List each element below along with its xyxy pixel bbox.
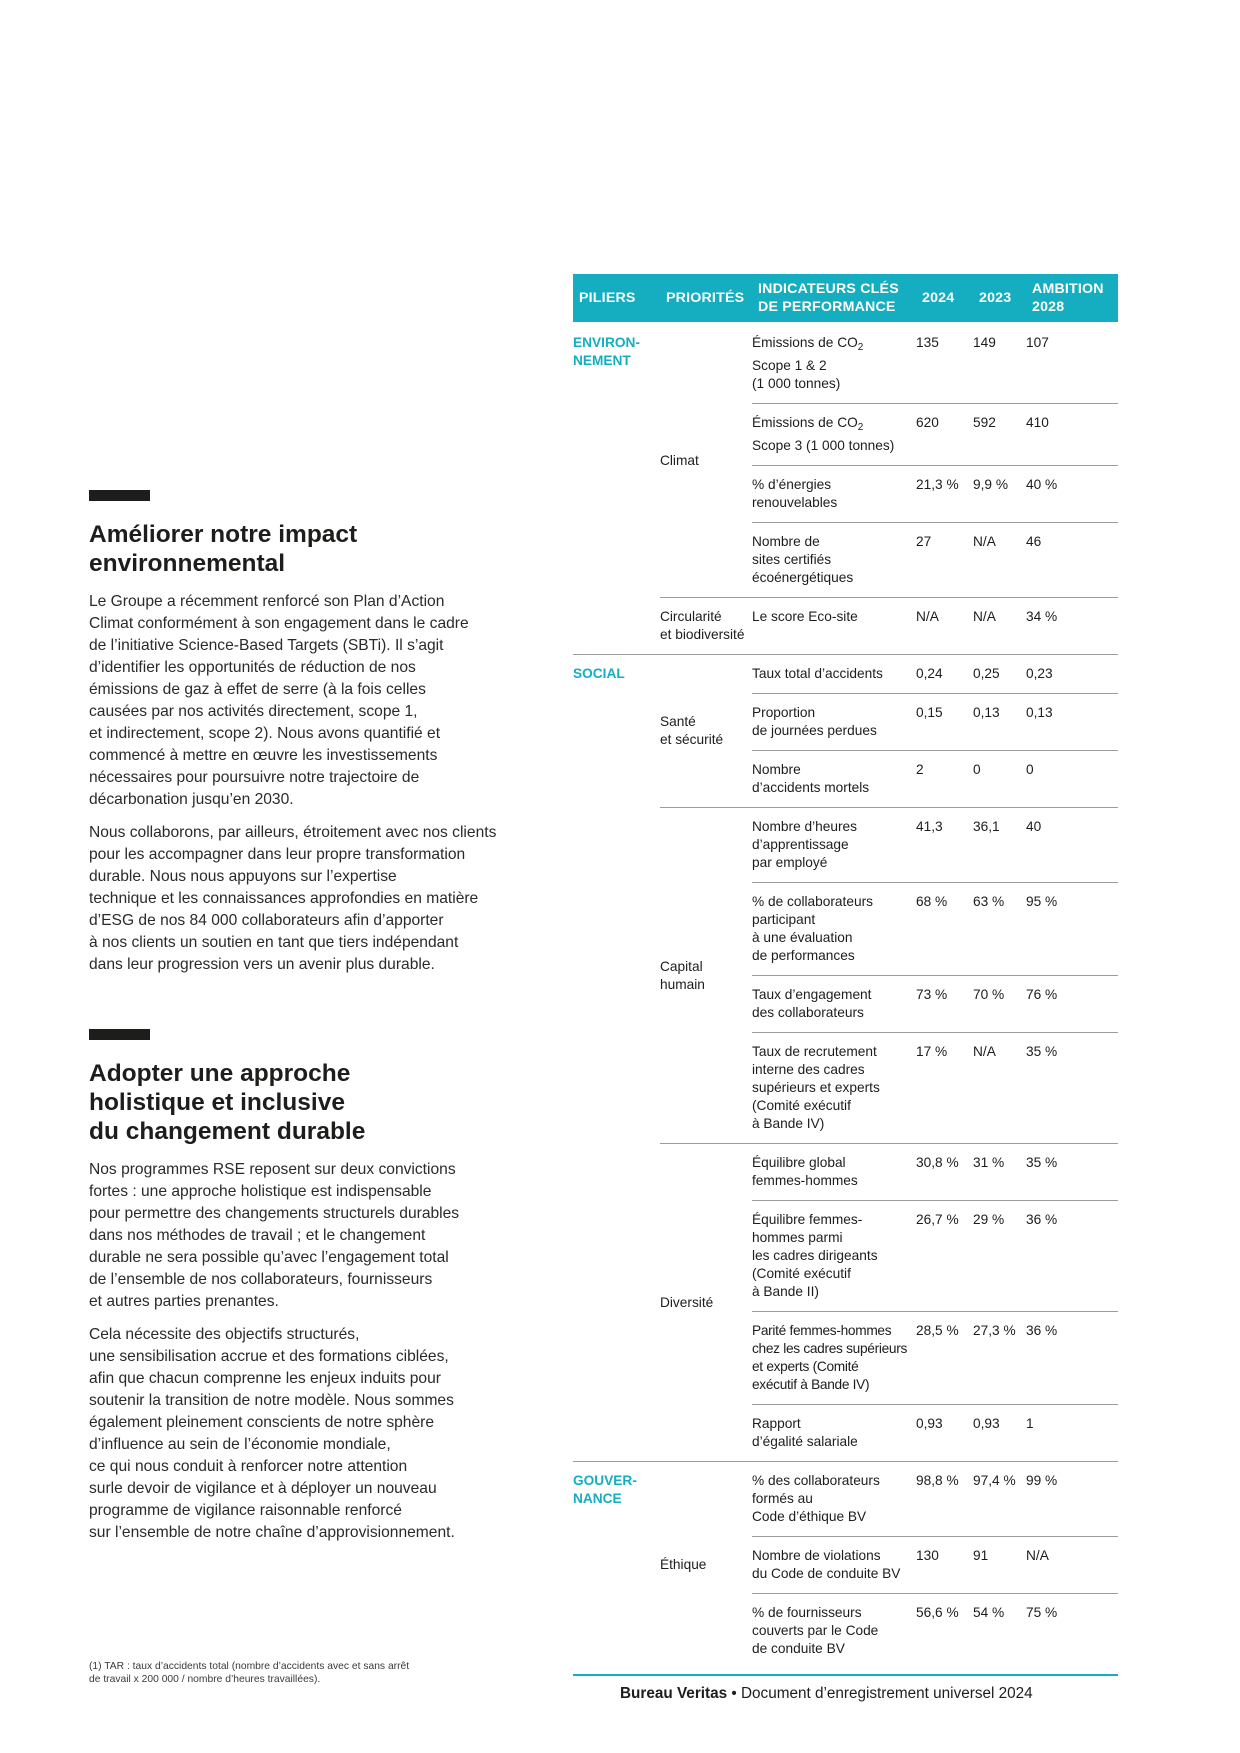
footnote: (1) TAR : taux d’accidents total (nombre d’accidents avec et sans arrêt de travail x 200 000 / nombre d’heures travaillées). xyxy=(89,1661,410,1685)
indicator-subscript: 2 xyxy=(857,422,864,433)
priority-climat: Climat xyxy=(660,452,699,468)
value-2024: 27 xyxy=(916,523,973,598)
table-end-rule xyxy=(573,1674,1118,1676)
value-2023: 63 % xyxy=(973,883,1026,976)
indicator-text: Scope 3 (1 000 tonnes) xyxy=(752,438,895,453)
header-piliers: PILIERS xyxy=(573,274,660,322)
indicator: Parité femmes-hommes chez les cadres supérieurs et experts (Comité exécutif à Bande IV) xyxy=(752,1312,916,1405)
value-2024: 30,8 % xyxy=(916,1144,973,1201)
indicator-text: Émissions de CO xyxy=(752,335,858,350)
value-2023: 97,4 % xyxy=(973,1462,1026,1537)
value-ambition: 75 % xyxy=(1026,1594,1118,1669)
indicator: Nombre d’accidents mortels xyxy=(752,751,916,808)
indicator: Taux d’engagement des collaborateurs xyxy=(752,976,916,1033)
section-paragraph: Le Groupe a récemment renforcé son Plan d’Action Climat conformément à son engagement dans le cadre de l’initiative Science-Based Targets (SBTi). Il s’agit d’identifier les opportunités de réduction de nos émissions de gaz à effet de serre (à la fois celles causées par nos activités directement, scope 1, et indirectement, scope 2). Nous avons quantifié et commencé à mettre en œuvre les investissements nécessaires pour poursuivre notre trajectoire de décarbonation jusqu’en 2030. xyxy=(89,593,469,808)
indicator: % des collaborateurs formés au Code d’éthique BV xyxy=(752,1462,916,1537)
value-2023: 0,13 xyxy=(973,694,1026,751)
value-ambition: 46 xyxy=(1026,523,1118,598)
section-paragraph: Nos programmes RSE reposent sur deux convictions fortes : une approche holistique est indispensable pour permettre des changements structurels durables dans nos méthodes de travail ; et le changement durable ne sera possible qu’avec l’engagement total de l’ensemble de nos collaborateurs, fournisseurs et autres parties prenantes. xyxy=(89,1161,460,1310)
value-2024: N/A xyxy=(916,598,973,655)
value-2023: 592 xyxy=(973,404,1026,466)
section-paragraph: Nous collaborons, par ailleurs, étroitement avec nos clients pour les accompagner dans leur propre transformation durable. Nous nous appuyons sur l’expertise technique et les connaissances approfondies en matière d’ESG de nos 84 000 collaborateurs afin d’apporter à nos clients un soutien en tant que tiers indépendant dans leur progression vers un avenir plus durable. xyxy=(89,824,497,973)
priority-sante: Santé et sécurité xyxy=(660,655,752,808)
indicator: % de collaborateurs participant à une évaluation de performances xyxy=(752,883,916,976)
value-2023: 29 % xyxy=(973,1201,1026,1312)
indicator: Rapport d’égalité salariale xyxy=(752,1405,916,1462)
pillar-environnement: ENVIRON- NEMENT xyxy=(573,335,640,368)
value-2023: N/A xyxy=(973,598,1026,655)
value-2024: 28,5 % xyxy=(916,1312,973,1405)
kpi-table xyxy=(573,274,1118,1668)
section-marker-bar xyxy=(89,490,150,501)
indicator-subscript: 2 xyxy=(857,342,864,353)
value-2024: 620 xyxy=(916,404,973,466)
pillar-social: SOCIAL xyxy=(573,655,660,1462)
footer-separator: • xyxy=(727,1685,741,1702)
value-ambition: 76 % xyxy=(1026,976,1118,1033)
value-2023: 54 % xyxy=(973,1594,1026,1669)
section-holistic-approach xyxy=(89,1029,539,1555)
value-2023: 9,9 % xyxy=(973,466,1026,523)
value-ambition: 40 xyxy=(1026,808,1118,883)
value-ambition: 35 % xyxy=(1026,1144,1118,1201)
indicator: Nombre de sites certifiés écoénergétiques xyxy=(752,523,916,598)
value-ambition: 1 xyxy=(1026,1405,1118,1462)
footer-document-title: Document d’enregistrement universel 2024 xyxy=(741,1685,1033,1702)
value-2024: 41,3 xyxy=(916,808,973,883)
header-indicateurs: INDICATEURS CLÉS DE PERFORMANCE xyxy=(752,274,916,322)
value-ambition: 36 % xyxy=(1026,1201,1118,1312)
table-header-row xyxy=(573,274,1118,322)
indicator: Proportion de journées perdues xyxy=(752,694,916,751)
indicator: Taux de recrutement interne des cadres supérieurs et experts (Comité exécutif à Bande IV) xyxy=(752,1033,916,1144)
value-2024: 26,7 % xyxy=(916,1201,973,1312)
section-title: Améliorer notre impact environnemental xyxy=(89,521,358,577)
indicator-cell xyxy=(752,404,916,466)
table-row xyxy=(573,1462,1118,1537)
value-2024: 73 % xyxy=(916,976,973,1033)
value-2023: 0,25 xyxy=(973,655,1026,694)
indicator: Nombre de violations du Code de conduite BV xyxy=(752,1537,916,1594)
value-2024: 130 xyxy=(916,1537,973,1594)
value-2023: N/A xyxy=(973,1033,1026,1144)
indicator-text: Émissions de CO xyxy=(752,415,858,430)
value-ambition: 0 xyxy=(1026,751,1118,808)
value-ambition: 36 % xyxy=(1026,1312,1118,1405)
footer-brand: Bureau Veritas xyxy=(620,1685,728,1702)
priority-capital-humain: Capital humain xyxy=(660,808,752,1144)
value-ambition: 95 % xyxy=(1026,883,1118,976)
priority-ethique: Éthique xyxy=(660,1462,752,1669)
value-ambition: 99 % xyxy=(1026,1462,1118,1537)
value-ambition: 35 % xyxy=(1026,1033,1118,1144)
value-2023: 0 xyxy=(973,751,1026,808)
value-2024: 0,93 xyxy=(916,1405,973,1462)
header-ambition-2028: AMBITION 2028 xyxy=(1026,274,1118,322)
indicator-cell xyxy=(752,322,916,404)
indicator-text: Scope 1 & 2 (1 000 tonnes) xyxy=(752,358,841,391)
priority-circularite: Circularité et biodiversité xyxy=(660,598,752,655)
value-2023: 70 % xyxy=(973,976,1026,1033)
value-2023: 27,3 % xyxy=(973,1312,1026,1405)
section-title: Adopter une approche holistique et inclusive du changement durable xyxy=(89,1060,366,1145)
value-2024: 135 xyxy=(916,335,939,350)
section-marker-bar xyxy=(89,1029,150,1040)
indicator: Taux total d’accidents xyxy=(752,655,916,694)
table-row xyxy=(573,322,1118,404)
value-2024: 0,24 xyxy=(916,655,973,694)
section-environment xyxy=(89,490,539,987)
indicator: % de fournisseurs couverts par le Code de conduite BV xyxy=(752,1594,916,1669)
section-paragraph: Cela nécessite des objectifs structurés, une sensibilisation accrue et des formations ciblées, afin que chacun comprenne les enjeux induits pour soutenir la transition de notre modèle. Nous sommes également pleinement conscients de notre sphère d’influence au sein de l’économie mondiale, ce qui nous conduit à renforcer notre attention surle devoir de vigilance et à déployer un nouveau programme de vigilance raisonnable renforcé sur l’ensemble de notre chaîne d’approvisionnement. xyxy=(89,1326,455,1541)
value-2023: N/A xyxy=(973,523,1026,598)
value-2024: 0,15 xyxy=(916,694,973,751)
indicator: Le score Eco-site xyxy=(752,598,916,655)
value-2024: 17 % xyxy=(916,1033,973,1144)
indicator: Nombre d’heures d’apprentissage par employé xyxy=(752,808,916,883)
priority-diversite: Diversité xyxy=(660,1144,752,1462)
value-2023: 31 % xyxy=(973,1144,1026,1201)
value-2023: 0,93 xyxy=(973,1405,1026,1462)
value-2024: 2 xyxy=(916,751,973,808)
value-ambition: 40 % xyxy=(1026,466,1118,523)
indicator: Équilibre global femmes-hommes xyxy=(752,1144,916,1201)
pillar-gouvernance: GOUVER- NANCE xyxy=(573,1462,660,1669)
value-ambition: 107 xyxy=(1026,335,1049,350)
value-2024: 68 % xyxy=(916,883,973,976)
value-2023: 91 xyxy=(973,1537,1026,1594)
header-2023: 2023 xyxy=(973,274,1026,322)
value-2023: 149 xyxy=(973,335,996,350)
value-2024: 56,6 % xyxy=(916,1594,973,1669)
header-priorites: PRIORITÉS xyxy=(660,274,752,322)
page-footer xyxy=(620,1685,1033,1703)
value-2024: 21,3 % xyxy=(916,466,973,523)
value-ambition: 0,13 xyxy=(1026,694,1118,751)
table-row xyxy=(573,655,1118,694)
indicator: Équilibre femmes- hommes parmi les cadres dirigeants (Comité exécutif à Bande II) xyxy=(752,1201,916,1312)
value-ambition: 34 % xyxy=(1026,598,1118,655)
value-2024: 98,8 % xyxy=(916,1462,973,1537)
value-2023: 36,1 xyxy=(973,808,1026,883)
header-2024: 2024 xyxy=(916,274,973,322)
value-ambition: N/A xyxy=(1026,1537,1118,1594)
indicator: % d’énergies renouvelables xyxy=(752,466,916,523)
value-ambition: 0,23 xyxy=(1026,655,1118,694)
value-ambition: 410 xyxy=(1026,404,1118,466)
